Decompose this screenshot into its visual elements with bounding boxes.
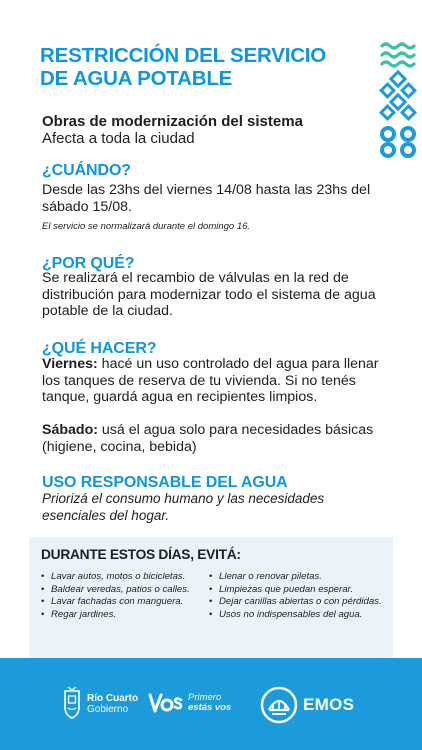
list-item: • Lavar fachadas con manguera. [41,596,206,609]
vos-logo-icon [148,691,184,715]
list-item: • Dejar canillas abiertas o con pérdidas. [209,596,387,609]
rio-cuarto-gobierno: Gobierno [87,703,129,715]
avoid-heading: DURANTE ESTOS DÍAS, EVITÁ: [41,547,241,562]
diamond-pattern-icon [381,72,415,119]
sabado-label: Sábado: [42,422,98,438]
porque-text: Se realizará el recambio de válvulas en la red de distribución para modernizar todo el sistema de agua potable de la ciudad. [42,270,376,320]
emos-logo [260,686,354,724]
avoid-panel [29,537,393,658]
list-item: • Limpiezas que puedan esperar. [209,584,387,597]
quehacer-heading: ¿QUÉ HACER? [42,340,157,357]
works-scope: Afecta a toda la ciudad [42,130,195,147]
cuando-heading: ¿CUÁNDO? [42,162,131,179]
quehacer-sabado [42,422,392,455]
title-line-2: DE AGUA POTABLE [40,67,233,90]
uso-heading: USO RESPONSABLE DEL AGUA [42,474,288,491]
footer-logos [0,658,422,750]
page-title [40,44,360,90]
avoid-list-left [41,571,206,621]
list-item: • Llenar o renovar piletas. [209,571,387,584]
porque-heading: ¿POR QUÉ? [42,255,135,272]
rio-cuarto-name: Río Cuarto [87,692,139,704]
works-title: Obras de modernización del sistema [42,113,303,130]
viernes-text: hacé un uso controlado del agua para llenar los tanques de reserva de tu vivienda. Si no tenés tanque, guardá agua en recipientes limpios. [42,356,379,406]
avoid-list-right [209,571,387,621]
cuando-note: El servicio se normalizará durante el domingo 16. [42,221,251,232]
uso-text: Priorizá el consumo humano y las necesidades esenciales del hogar. [42,491,325,523]
list-item: • Regar jardines. [41,609,206,622]
list-item: • Baldear veredas, patios o calles. [41,584,206,597]
emos-logo-icon [260,686,298,724]
emos-name: EMOS [303,695,355,714]
cuando-text: Desde las 23hs del viernes 14/08 hasta las 23hs del sábado 15/08. [42,182,371,215]
quehacer-viernes [42,356,392,406]
rio-cuarto-logo [62,687,138,720]
vos-slogan-1: Primero [188,692,222,703]
rio-cuarto-shield-icon [62,687,82,720]
sabado-text: usá el agua solo para necesidades básicas (higiene, cocina, bebida) [42,422,374,455]
rings-pattern-icon [382,128,414,156]
viernes-label: Viernes: [42,356,98,372]
list-item: • Usos no indispensables del agua. [209,609,387,622]
title-line-1: RESTRICCIÓN DEL SERVICIO [40,44,327,67]
list-item: • Lavar autos, motos o bicicletas. [41,571,206,584]
vos-slogan-2: estás vos [188,702,232,713]
decorative-pattern-icon [378,40,418,158]
wave-icon [382,44,414,66]
vos-logo [148,691,231,715]
